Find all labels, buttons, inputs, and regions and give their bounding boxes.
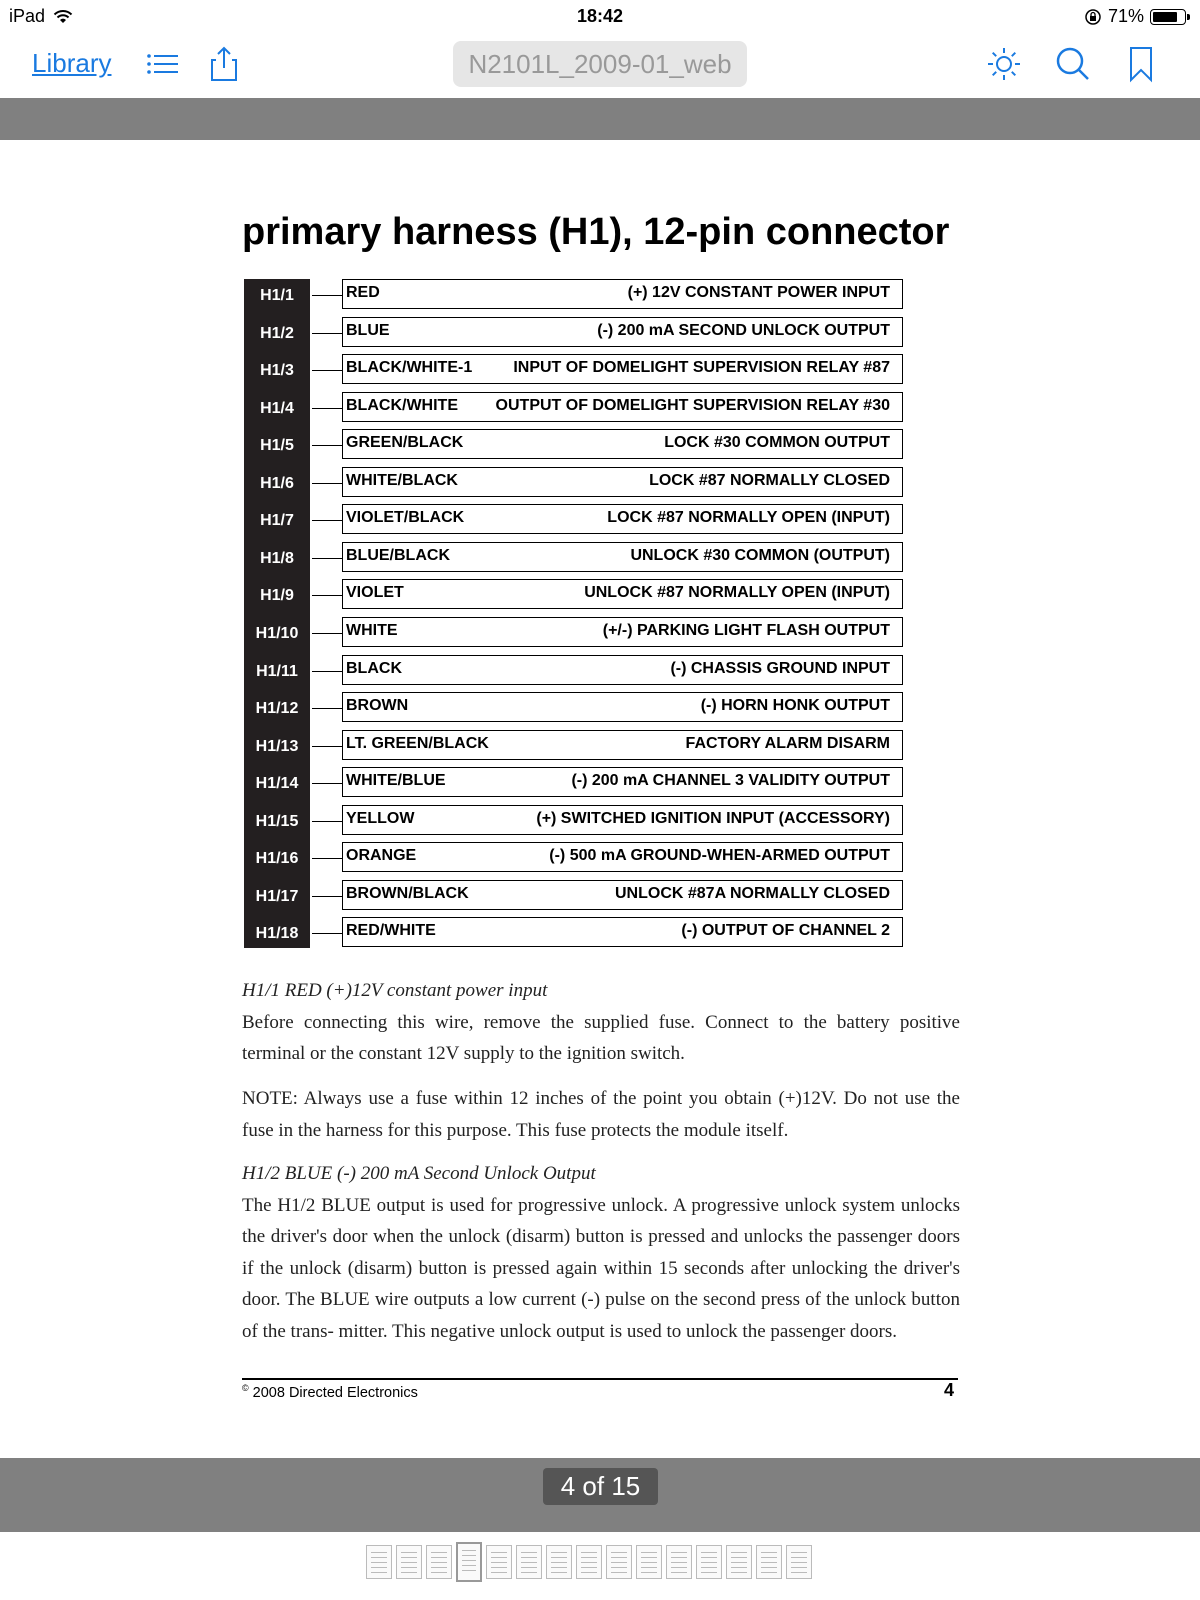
pin-id: H1/13: [255, 737, 299, 755]
pin-row: [342, 392, 903, 422]
device-name: iPad: [9, 6, 46, 26]
pin-connector-line: [312, 595, 342, 596]
bookmark-icon[interactable]: [1121, 44, 1161, 84]
pin-connector-line: [312, 520, 342, 521]
pin-wire-color: BROWN: [346, 697, 409, 715]
pin-connector-line: [312, 746, 342, 747]
pin-row: [342, 692, 903, 722]
pin-function: UNLOCK #87 NORMALLY OPEN (INPUT): [584, 584, 890, 602]
pin-function: LOCK #87 NORMALLY CLOSED: [649, 471, 890, 489]
footer-rule: [242, 1378, 958, 1380]
page-thumbnail[interactable]: [516, 1545, 542, 1579]
pin-wire-color: VIOLET/BLACK: [346, 509, 465, 527]
pin-id: H1/3: [260, 362, 294, 380]
page-indicator: 4 of 15: [543, 1468, 658, 1505]
pin-wire-color: ORANGE: [346, 847, 417, 865]
orientation-lock-icon: [1084, 8, 1102, 26]
pin-function: INPUT OF DOMELIGHT SUPERVISION RELAY #87: [513, 359, 890, 377]
pin-wire-color: BLACK/WHITE-1: [346, 359, 473, 377]
list-icon[interactable]: [143, 44, 183, 84]
search-icon[interactable]: [1053, 44, 1093, 84]
footer-copyright-text: 2008 Directed Electronics: [252, 1384, 418, 1401]
page-thumbnail[interactable]: [606, 1545, 632, 1579]
pin-id: H1/8: [260, 549, 294, 567]
status-right: [1084, 6, 1186, 27]
pin-id: H1/12: [255, 700, 299, 718]
library-button[interactable]: Library: [32, 48, 112, 78]
pin-row: [342, 730, 903, 760]
pin-connector-line: [312, 558, 342, 559]
pin-id: H1/10: [255, 624, 299, 642]
pin-connector-line: [312, 408, 342, 409]
pin-wire-color: LT. GREEN/BLACK: [346, 734, 489, 752]
section-2: [242, 1158, 960, 1347]
page-thumbnail[interactable]: [366, 1545, 392, 1579]
pin-row: [342, 467, 903, 497]
pin-wire-color: GREEN/BLACK: [346, 434, 464, 452]
pin-id: H1/9: [260, 587, 294, 605]
section-1-title: H1/1 RED (+)12V constant power input: [242, 980, 548, 1001]
page-thumbnail[interactable]: [726, 1545, 752, 1579]
pin-id: H1/2: [260, 324, 294, 342]
pin-row: [342, 317, 903, 347]
status-time: 18:42: [576, 6, 624, 26]
pin-row: [342, 917, 903, 947]
footer-copyright: © 2008 Directed Electronics: [242, 1383, 418, 1401]
footer-page-number: 4: [943, 1380, 954, 1400]
pin-wire-color: BLUE/BLACK: [346, 546, 450, 564]
pin-wire-color: YELLOW: [346, 809, 415, 827]
pin-connector-line: [312, 370, 342, 371]
pin-wire-color: VIOLET: [346, 584, 404, 602]
pin-wire-color: BLACK/WHITE: [346, 396, 458, 414]
page-thumbnail[interactable]: [786, 1545, 812, 1579]
pin-connector-line: [312, 783, 342, 784]
pin-connector-line: [312, 671, 342, 672]
pin-connector-line: [312, 708, 342, 709]
pin-wire-color: BLUE: [346, 321, 390, 339]
section-2-title: H1/2 BLUE (-) 200 mA Second Unlock Output: [242, 1163, 596, 1184]
page-thumbnail[interactable]: [396, 1545, 422, 1579]
pin-connector-line: [312, 295, 342, 296]
pin-function: (-) OUTPUT OF CHANNEL 2: [681, 922, 890, 940]
pin-id: H1/14: [255, 775, 299, 793]
battery-percent: 71%: [1107, 6, 1144, 26]
pin-function: FACTORY ALARM DISARM: [685, 734, 890, 752]
pin-connector-line: [312, 483, 342, 484]
pin-function: (-) 200 mA SECOND UNLOCK OUTPUT: [597, 321, 890, 339]
pin-id: H1/1: [260, 287, 294, 304]
pin-connector-line: [312, 896, 342, 897]
page-thumbnail[interactable]: [636, 1545, 662, 1579]
top-gray-bar: [0, 98, 1200, 140]
page-thumbnail[interactable]: [456, 1542, 482, 1582]
pin-id: H1/11: [256, 662, 298, 680]
page-heading: primary harness (H1), 12-pin connector: [242, 211, 950, 253]
page-thumbnail-strip[interactable]: [366, 1545, 812, 1585]
pin-function: (-) CHASSIS GROUND INPUT: [670, 659, 890, 677]
share-icon[interactable]: [204, 44, 244, 84]
pin-function: (+/-) PARKING LIGHT FLASH OUTPUT: [602, 621, 890, 639]
pin-function: (+) SWITCHED IGNITION INPUT (ACCESSORY): [536, 809, 890, 827]
brightness-icon[interactable]: [984, 44, 1024, 84]
battery-icon: [1150, 9, 1186, 25]
page-thumbnail[interactable]: [666, 1545, 692, 1579]
pin-id: H1/7: [260, 512, 294, 530]
pin-row: [342, 579, 903, 609]
pin-row: [342, 354, 903, 384]
page-thumbnail[interactable]: [546, 1545, 572, 1579]
page-thumbnail[interactable]: [696, 1545, 722, 1579]
pin-wire-color: WHITE/BLUE: [346, 772, 446, 790]
page-thumbnail[interactable]: [486, 1545, 512, 1579]
pin-function: (-) 200 mA CHANNEL 3 VALIDITY OUTPUT: [571, 772, 890, 790]
section-1: [242, 975, 960, 1070]
page-thumbnail[interactable]: [426, 1545, 452, 1579]
pin-connector-line: [312, 445, 342, 446]
pin-function: (-) 500 mA GROUND-WHEN-ARMED OUTPUT: [549, 847, 890, 865]
pin-wire-color: WHITE/BLACK: [346, 471, 458, 489]
pin-row: [342, 504, 903, 534]
pin-wire-color: BROWN/BLACK: [346, 884, 469, 902]
pin-row: [342, 767, 903, 797]
page-thumbnail[interactable]: [756, 1545, 782, 1579]
pin-id: H1/6: [260, 474, 294, 492]
section-2-body: The H1/2 BLUE output is used for progressive unlock. A progressive unlock system unlocks the driver's door when the unlock (disarm) button is pressed and unlocks the passenger doors if the unlock (disarm) button is pressed again within 15 seconds after unlocking the driver's door. The BLUE wire outputs a low current (-) pulse on the second press of the unlock button of the trans- mitter. This negative unlock output is used to unlock the passenger doors.: [242, 1194, 960, 1342]
pin-id: H1/4: [260, 399, 294, 417]
page-thumbnail[interactable]: [576, 1545, 602, 1579]
pin-wire-color: WHITE: [346, 621, 398, 639]
pin-connector-line: [312, 333, 342, 334]
pin-row: [342, 279, 903, 309]
pin-id: H1/15: [255, 812, 299, 830]
pin-wire-color: RED: [346, 284, 380, 301]
pin-connector-line: [312, 858, 342, 859]
document-title[interactable]: N2101L_2009-01_web: [453, 41, 747, 87]
pin-function: (-) HORN HONK OUTPUT: [700, 697, 890, 715]
pin-row: [342, 880, 903, 910]
pin-row: [342, 429, 903, 459]
status-bar: [0, 0, 1200, 34]
pin-function: OUTPUT OF DOMELIGHT SUPERVISION RELAY #30: [495, 396, 890, 414]
pin-row: [342, 617, 903, 647]
pin-id: H1/17: [255, 887, 299, 905]
note-paragraph: NOTE: Always use a fuse within 12 inches of the point you obtain (+)12V. Do not use the fuse in the harness for this purpose. This fuse protects the module itself.: [242, 1088, 960, 1141]
pin-function: UNLOCK #87A NORMALLY CLOSED: [615, 884, 890, 902]
pin-id: H1/5: [260, 437, 294, 455]
section-1-body: Before connecting this wire, remove the supplied fuse. Connect to the battery positive terminal or the constant 12V supply to the ignition switch.: [242, 1011, 960, 1064]
pin-connector-line: [312, 933, 342, 934]
pin-function: LOCK #30 COMMON OUTPUT: [664, 434, 890, 452]
pin-id: H1/18: [255, 925, 299, 943]
pin-function: (+) 12V CONSTANT POWER INPUT: [627, 284, 890, 301]
pin-row: [342, 805, 903, 835]
pin-wire-color: RED/WHITE: [346, 922, 436, 940]
pin-function: LOCK #87 NORMALLY OPEN (INPUT): [607, 509, 890, 527]
pin-row: [342, 842, 903, 872]
pin-function: UNLOCK #30 COMMON (OUTPUT): [630, 546, 890, 564]
pin-wire-color: BLACK: [346, 659, 402, 677]
pin-row: [342, 655, 903, 685]
pin-row: [342, 542, 903, 572]
pin-connector-line: [312, 821, 342, 822]
reader-toolbar: [0, 34, 1200, 98]
pin-connector-line: [312, 633, 342, 634]
pin-id: H1/16: [255, 850, 299, 868]
bottom-bar: [0, 1458, 1200, 1532]
